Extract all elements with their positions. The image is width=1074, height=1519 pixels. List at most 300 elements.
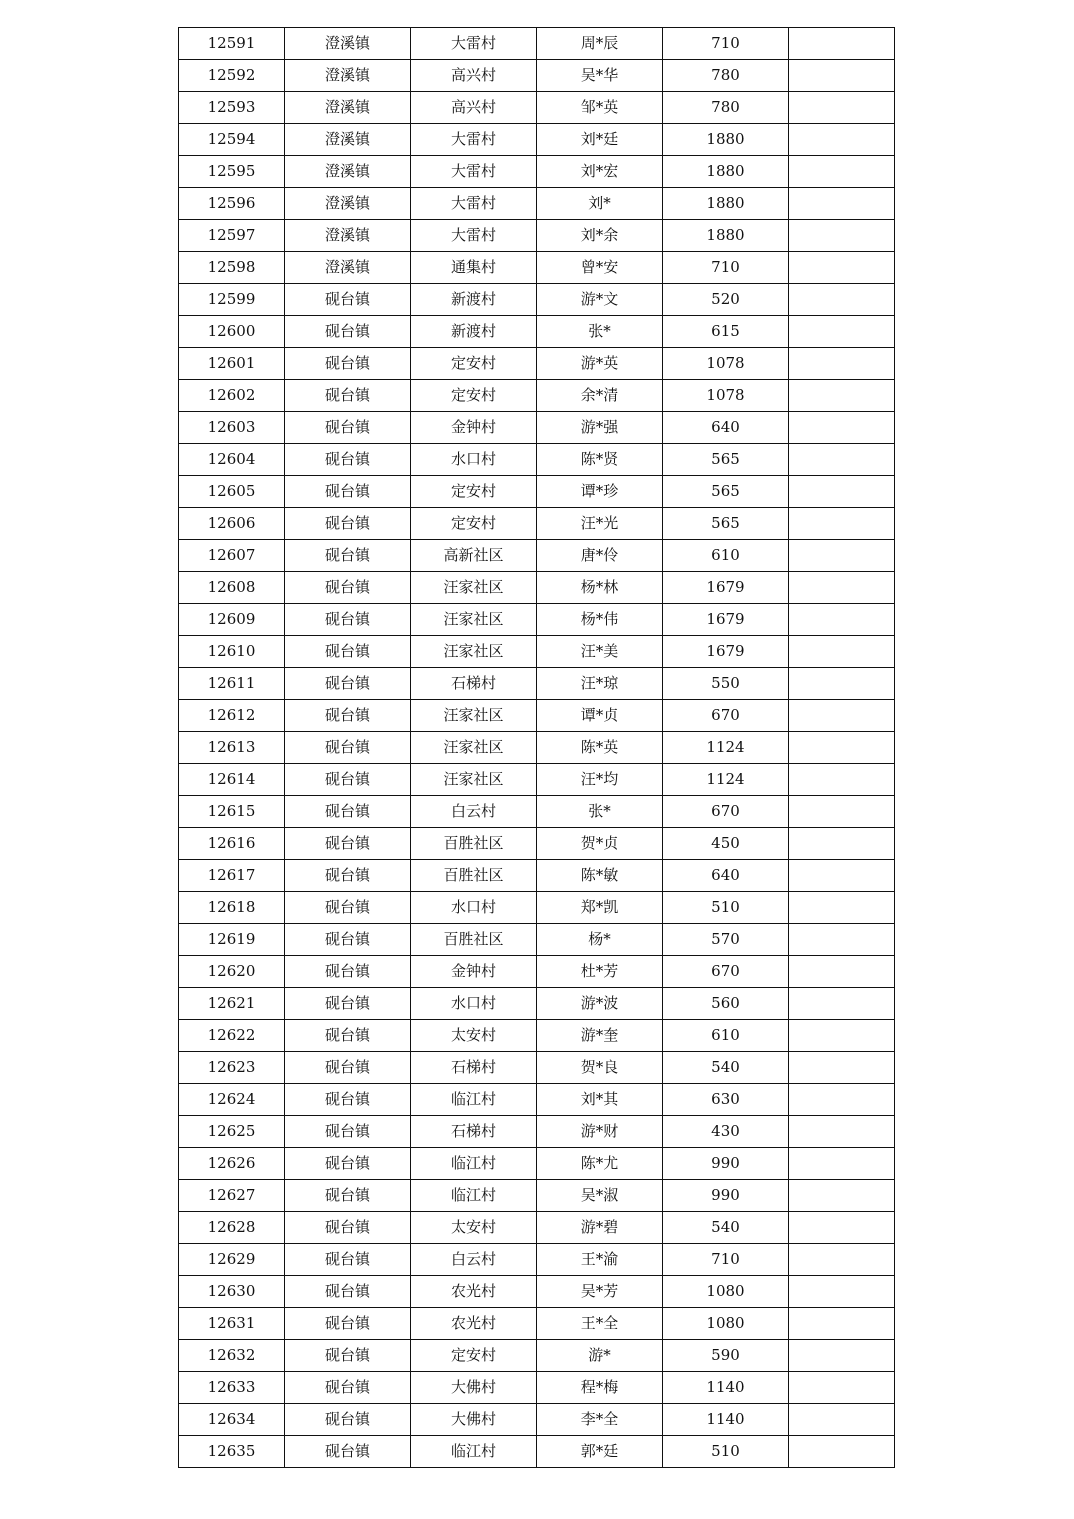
- cell-amount: 1140: [663, 1404, 789, 1436]
- cell-village: 通集村: [411, 252, 537, 284]
- cell-village: 定安村: [411, 380, 537, 412]
- cell-serial-number: 12618: [179, 892, 285, 924]
- cell-note: [789, 988, 895, 1020]
- cell-note: [789, 1180, 895, 1212]
- cell-name: 游*奎: [537, 1020, 663, 1052]
- cell-amount: 1679: [663, 572, 789, 604]
- cell-village: 临江村: [411, 1084, 537, 1116]
- table-row: [179, 1372, 895, 1404]
- data-table: [178, 27, 895, 1468]
- cell-town: 澄溪镇: [285, 220, 411, 252]
- cell-amount: 565: [663, 444, 789, 476]
- cell-village: 高新社区: [411, 540, 537, 572]
- cell-serial-number: 12594: [179, 124, 285, 156]
- table-row: [179, 1084, 895, 1116]
- cell-village: 大佛村: [411, 1404, 537, 1436]
- cell-town: 砚台镇: [285, 988, 411, 1020]
- cell-serial-number: 12620: [179, 956, 285, 988]
- cell-serial-number: 12591: [179, 28, 285, 60]
- cell-town: 砚台镇: [285, 700, 411, 732]
- cell-note: [789, 572, 895, 604]
- cell-amount: 670: [663, 796, 789, 828]
- cell-amount: 450: [663, 828, 789, 860]
- cell-village: 临江村: [411, 1180, 537, 1212]
- table-body: [179, 28, 895, 1468]
- cell-name: 陈*敏: [537, 860, 663, 892]
- cell-serial-number: 12625: [179, 1116, 285, 1148]
- cell-town: 砚台镇: [285, 1276, 411, 1308]
- cell-name: 吴*华: [537, 60, 663, 92]
- cell-amount: 1880: [663, 156, 789, 188]
- cell-note: [789, 476, 895, 508]
- table-row: [179, 1052, 895, 1084]
- table-row: [179, 92, 895, 124]
- cell-town: 澄溪镇: [285, 60, 411, 92]
- table-row: [179, 1276, 895, 1308]
- cell-town: 砚台镇: [285, 732, 411, 764]
- cell-town: 砚台镇: [285, 764, 411, 796]
- cell-town: 澄溪镇: [285, 252, 411, 284]
- cell-note: [789, 92, 895, 124]
- cell-note: [789, 1340, 895, 1372]
- cell-serial-number: 12615: [179, 796, 285, 828]
- table-row: [179, 1436, 895, 1468]
- table-row: [179, 1308, 895, 1340]
- cell-name: 汪*琼: [537, 668, 663, 700]
- cell-town: 砚台镇: [285, 1404, 411, 1436]
- cell-village: 百胜社区: [411, 924, 537, 956]
- cell-serial-number: 12613: [179, 732, 285, 764]
- table-row: [179, 284, 895, 316]
- cell-serial-number: 12592: [179, 60, 285, 92]
- cell-amount: 1880: [663, 124, 789, 156]
- cell-serial-number: 12610: [179, 636, 285, 668]
- cell-amount: 780: [663, 60, 789, 92]
- cell-name: 杨*: [537, 924, 663, 956]
- cell-amount: 670: [663, 956, 789, 988]
- cell-town: 砚台镇: [285, 572, 411, 604]
- cell-amount: 1080: [663, 1276, 789, 1308]
- cell-serial-number: 12604: [179, 444, 285, 476]
- cell-village: 石梯村: [411, 1052, 537, 1084]
- cell-note: [789, 348, 895, 380]
- cell-village: 水口村: [411, 988, 537, 1020]
- cell-serial-number: 12593: [179, 92, 285, 124]
- cell-town: 砚台镇: [285, 1212, 411, 1244]
- cell-town: 砚台镇: [285, 316, 411, 348]
- cell-note: [789, 1276, 895, 1308]
- cell-note: [789, 860, 895, 892]
- cell-name: 汪*美: [537, 636, 663, 668]
- cell-name: 贺*贞: [537, 828, 663, 860]
- cell-name: 余*清: [537, 380, 663, 412]
- cell-village: 汪家社区: [411, 764, 537, 796]
- cell-note: [789, 892, 895, 924]
- cell-note: [789, 1020, 895, 1052]
- cell-village: 白云村: [411, 1244, 537, 1276]
- cell-serial-number: 12627: [179, 1180, 285, 1212]
- cell-name: 程*梅: [537, 1372, 663, 1404]
- cell-amount: 610: [663, 540, 789, 572]
- cell-village: 百胜社区: [411, 828, 537, 860]
- cell-note: [789, 540, 895, 572]
- cell-amount: 1078: [663, 348, 789, 380]
- cell-serial-number: 12623: [179, 1052, 285, 1084]
- cell-town: 砚台镇: [285, 540, 411, 572]
- cell-serial-number: 12616: [179, 828, 285, 860]
- cell-amount: 630: [663, 1084, 789, 1116]
- cell-town: 砚台镇: [285, 1244, 411, 1276]
- cell-village: 水口村: [411, 444, 537, 476]
- cell-town: 砚台镇: [285, 636, 411, 668]
- cell-town: 澄溪镇: [285, 188, 411, 220]
- table-row: [179, 1244, 895, 1276]
- table-row: [179, 124, 895, 156]
- cell-serial-number: 12602: [179, 380, 285, 412]
- cell-town: 砚台镇: [285, 1180, 411, 1212]
- cell-village: 大雷村: [411, 28, 537, 60]
- cell-name: 刘*宏: [537, 156, 663, 188]
- cell-serial-number: 12603: [179, 412, 285, 444]
- cell-village: 百胜社区: [411, 860, 537, 892]
- cell-village: 定安村: [411, 1340, 537, 1372]
- cell-town: 砚台镇: [285, 668, 411, 700]
- table-row: [179, 476, 895, 508]
- cell-name: 吴*淑: [537, 1180, 663, 1212]
- cell-town: 澄溪镇: [285, 28, 411, 60]
- table-row: [179, 444, 895, 476]
- table-row: [179, 348, 895, 380]
- cell-amount: 540: [663, 1052, 789, 1084]
- cell-note: [789, 1404, 895, 1436]
- cell-town: 砚台镇: [285, 444, 411, 476]
- cell-amount: 615: [663, 316, 789, 348]
- table-row: [179, 1180, 895, 1212]
- cell-name: 曾*安: [537, 252, 663, 284]
- table-row: [179, 60, 895, 92]
- cell-amount: 520: [663, 284, 789, 316]
- cell-note: [789, 220, 895, 252]
- cell-serial-number: 12619: [179, 924, 285, 956]
- table-row: [179, 540, 895, 572]
- cell-village: 白云村: [411, 796, 537, 828]
- cell-town: 砚台镇: [285, 860, 411, 892]
- table-row: [179, 156, 895, 188]
- cell-serial-number: 12632: [179, 1340, 285, 1372]
- cell-serial-number: 12621: [179, 988, 285, 1020]
- cell-name: 郑*凯: [537, 892, 663, 924]
- cell-village: 汪家社区: [411, 604, 537, 636]
- cell-name: 刘*廷: [537, 124, 663, 156]
- table-row: [179, 220, 895, 252]
- cell-note: [789, 668, 895, 700]
- cell-name: 刘*余: [537, 220, 663, 252]
- cell-note: [789, 124, 895, 156]
- cell-serial-number: 12606: [179, 508, 285, 540]
- cell-serial-number: 12631: [179, 1308, 285, 1340]
- cell-village: 水口村: [411, 892, 537, 924]
- cell-village: 高兴村: [411, 92, 537, 124]
- cell-village: 农光村: [411, 1308, 537, 1340]
- cell-name: 张*: [537, 796, 663, 828]
- cell-note: [789, 28, 895, 60]
- cell-name: 杨*林: [537, 572, 663, 604]
- cell-name: 王*渝: [537, 1244, 663, 1276]
- cell-serial-number: 12609: [179, 604, 285, 636]
- cell-village: 汪家社区: [411, 636, 537, 668]
- cell-serial-number: 12611: [179, 668, 285, 700]
- cell-name: 王*全: [537, 1308, 663, 1340]
- cell-note: [789, 796, 895, 828]
- cell-serial-number: 12612: [179, 700, 285, 732]
- cell-town: 砚台镇: [285, 1340, 411, 1372]
- cell-serial-number: 12630: [179, 1276, 285, 1308]
- cell-village: 汪家社区: [411, 732, 537, 764]
- cell-serial-number: 12598: [179, 252, 285, 284]
- cell-town: 砚台镇: [285, 892, 411, 924]
- cell-village: 大雷村: [411, 156, 537, 188]
- table-row: [179, 1020, 895, 1052]
- table-row: [179, 508, 895, 540]
- cell-amount: 510: [663, 1436, 789, 1468]
- cell-name: 谭*贞: [537, 700, 663, 732]
- cell-note: [789, 444, 895, 476]
- cell-amount: 565: [663, 508, 789, 540]
- cell-name: 贺*良: [537, 1052, 663, 1084]
- cell-amount: 640: [663, 860, 789, 892]
- cell-town: 砚台镇: [285, 1116, 411, 1148]
- cell-serial-number: 12596: [179, 188, 285, 220]
- cell-amount: 570: [663, 924, 789, 956]
- table-row: [179, 1148, 895, 1180]
- cell-note: [789, 156, 895, 188]
- cell-town: 砚台镇: [285, 1052, 411, 1084]
- cell-amount: 560: [663, 988, 789, 1020]
- cell-note: [789, 412, 895, 444]
- table-row: [179, 252, 895, 284]
- cell-amount: 1140: [663, 1372, 789, 1404]
- cell-serial-number: 12607: [179, 540, 285, 572]
- cell-town: 砚台镇: [285, 380, 411, 412]
- cell-note: [789, 1084, 895, 1116]
- cell-note: [789, 828, 895, 860]
- cell-town: 澄溪镇: [285, 124, 411, 156]
- table-row: [179, 412, 895, 444]
- cell-name: 刘*其: [537, 1084, 663, 1116]
- cell-town: 砚台镇: [285, 508, 411, 540]
- cell-town: 砚台镇: [285, 1020, 411, 1052]
- table-row: [179, 668, 895, 700]
- cell-serial-number: 12597: [179, 220, 285, 252]
- cell-name: 张*: [537, 316, 663, 348]
- cell-village: 汪家社区: [411, 572, 537, 604]
- cell-town: 砚台镇: [285, 828, 411, 860]
- cell-town: 砚台镇: [285, 412, 411, 444]
- cell-note: [789, 284, 895, 316]
- cell-village: 太安村: [411, 1212, 537, 1244]
- cell-name: 游*: [537, 1340, 663, 1372]
- cell-note: [789, 636, 895, 668]
- cell-name: 游*碧: [537, 1212, 663, 1244]
- table-row: [179, 1404, 895, 1436]
- cell-serial-number: 12626: [179, 1148, 285, 1180]
- cell-amount: 590: [663, 1340, 789, 1372]
- cell-name: 陈*尤: [537, 1148, 663, 1180]
- table-row: [179, 764, 895, 796]
- cell-amount: 710: [663, 28, 789, 60]
- table-row: [179, 380, 895, 412]
- table-row: [179, 636, 895, 668]
- cell-name: 陈*英: [537, 732, 663, 764]
- cell-village: 大雷村: [411, 124, 537, 156]
- cell-amount: 640: [663, 412, 789, 444]
- cell-name: 汪*光: [537, 508, 663, 540]
- cell-town: 澄溪镇: [285, 92, 411, 124]
- cell-name: 谭*珍: [537, 476, 663, 508]
- table-row: [179, 572, 895, 604]
- cell-note: [789, 1212, 895, 1244]
- cell-name: 杨*伟: [537, 604, 663, 636]
- table-row: [179, 1116, 895, 1148]
- table-row: [179, 700, 895, 732]
- cell-village: 高兴村: [411, 60, 537, 92]
- cell-amount: 550: [663, 668, 789, 700]
- cell-town: 砚台镇: [285, 1084, 411, 1116]
- cell-town: 澄溪镇: [285, 156, 411, 188]
- table-row: [179, 924, 895, 956]
- cell-serial-number: 12635: [179, 1436, 285, 1468]
- cell-serial-number: 12622: [179, 1020, 285, 1052]
- cell-village: 石梯村: [411, 668, 537, 700]
- cell-name: 游*财: [537, 1116, 663, 1148]
- table-row: [179, 604, 895, 636]
- cell-note: [789, 604, 895, 636]
- cell-village: 临江村: [411, 1148, 537, 1180]
- cell-village: 石梯村: [411, 1116, 537, 1148]
- table-row: [179, 796, 895, 828]
- cell-amount: 710: [663, 252, 789, 284]
- cell-village: 大雷村: [411, 188, 537, 220]
- cell-note: [789, 316, 895, 348]
- cell-serial-number: 12617: [179, 860, 285, 892]
- cell-note: [789, 764, 895, 796]
- cell-village: 临江村: [411, 1436, 537, 1468]
- table-row: [179, 1212, 895, 1244]
- cell-note: [789, 1244, 895, 1276]
- cell-note: [789, 252, 895, 284]
- cell-town: 砚台镇: [285, 796, 411, 828]
- cell-note: [789, 700, 895, 732]
- table-row: [179, 1340, 895, 1372]
- cell-name: 游*英: [537, 348, 663, 380]
- table-row: [179, 988, 895, 1020]
- cell-village: 新渡村: [411, 316, 537, 348]
- cell-note: [789, 1372, 895, 1404]
- cell-town: 砚台镇: [285, 348, 411, 380]
- table-row: [179, 828, 895, 860]
- table-row: [179, 732, 895, 764]
- cell-serial-number: 12614: [179, 764, 285, 796]
- cell-name: 李*全: [537, 1404, 663, 1436]
- cell-village: 新渡村: [411, 284, 537, 316]
- cell-note: [789, 508, 895, 540]
- cell-village: 大雷村: [411, 220, 537, 252]
- cell-note: [789, 60, 895, 92]
- cell-village: 汪家社区: [411, 700, 537, 732]
- cell-name: 周*辰: [537, 28, 663, 60]
- cell-village: 金钟村: [411, 956, 537, 988]
- cell-town: 砚台镇: [285, 956, 411, 988]
- cell-amount: 1124: [663, 764, 789, 796]
- cell-amount: 780: [663, 92, 789, 124]
- cell-name: 刘*: [537, 188, 663, 220]
- cell-serial-number: 12605: [179, 476, 285, 508]
- cell-town: 砚台镇: [285, 476, 411, 508]
- cell-note: [789, 1148, 895, 1180]
- table-row: [179, 892, 895, 924]
- cell-amount: 1124: [663, 732, 789, 764]
- cell-name: 游*波: [537, 988, 663, 1020]
- cell-amount: 510: [663, 892, 789, 924]
- cell-name: 游*强: [537, 412, 663, 444]
- cell-village: 农光村: [411, 1276, 537, 1308]
- cell-serial-number: 12624: [179, 1084, 285, 1116]
- table-row: [179, 316, 895, 348]
- cell-name: 邹*英: [537, 92, 663, 124]
- table-row: [179, 860, 895, 892]
- cell-amount: 610: [663, 1020, 789, 1052]
- cell-name: 杜*芳: [537, 956, 663, 988]
- cell-town: 砚台镇: [285, 284, 411, 316]
- cell-town: 砚台镇: [285, 1372, 411, 1404]
- cell-town: 砚台镇: [285, 604, 411, 636]
- cell-village: 定安村: [411, 348, 537, 380]
- cell-note: [789, 1052, 895, 1084]
- cell-serial-number: 12600: [179, 316, 285, 348]
- cell-amount: 670: [663, 700, 789, 732]
- cell-amount: 1078: [663, 380, 789, 412]
- cell-town: 砚台镇: [285, 924, 411, 956]
- cell-name: 游*文: [537, 284, 663, 316]
- cell-amount: 1679: [663, 604, 789, 636]
- cell-serial-number: 12599: [179, 284, 285, 316]
- cell-amount: 1880: [663, 220, 789, 252]
- cell-serial-number: 12628: [179, 1212, 285, 1244]
- cell-note: [789, 924, 895, 956]
- cell-village: 定安村: [411, 476, 537, 508]
- cell-amount: 565: [663, 476, 789, 508]
- cell-serial-number: 12629: [179, 1244, 285, 1276]
- cell-amount: 540: [663, 1212, 789, 1244]
- cell-serial-number: 12633: [179, 1372, 285, 1404]
- table-row: [179, 956, 895, 988]
- cell-village: 太安村: [411, 1020, 537, 1052]
- cell-note: [789, 1308, 895, 1340]
- cell-town: 砚台镇: [285, 1308, 411, 1340]
- cell-amount: 430: [663, 1116, 789, 1148]
- table-row: [179, 188, 895, 220]
- cell-town: 砚台镇: [285, 1436, 411, 1468]
- cell-note: [789, 1116, 895, 1148]
- table-row: [179, 28, 895, 60]
- cell-amount: 990: [663, 1180, 789, 1212]
- cell-amount: 1080: [663, 1308, 789, 1340]
- cell-amount: 1679: [663, 636, 789, 668]
- cell-name: 郭*廷: [537, 1436, 663, 1468]
- cell-name: 陈*贤: [537, 444, 663, 476]
- cell-village: 大佛村: [411, 1372, 537, 1404]
- cell-note: [789, 380, 895, 412]
